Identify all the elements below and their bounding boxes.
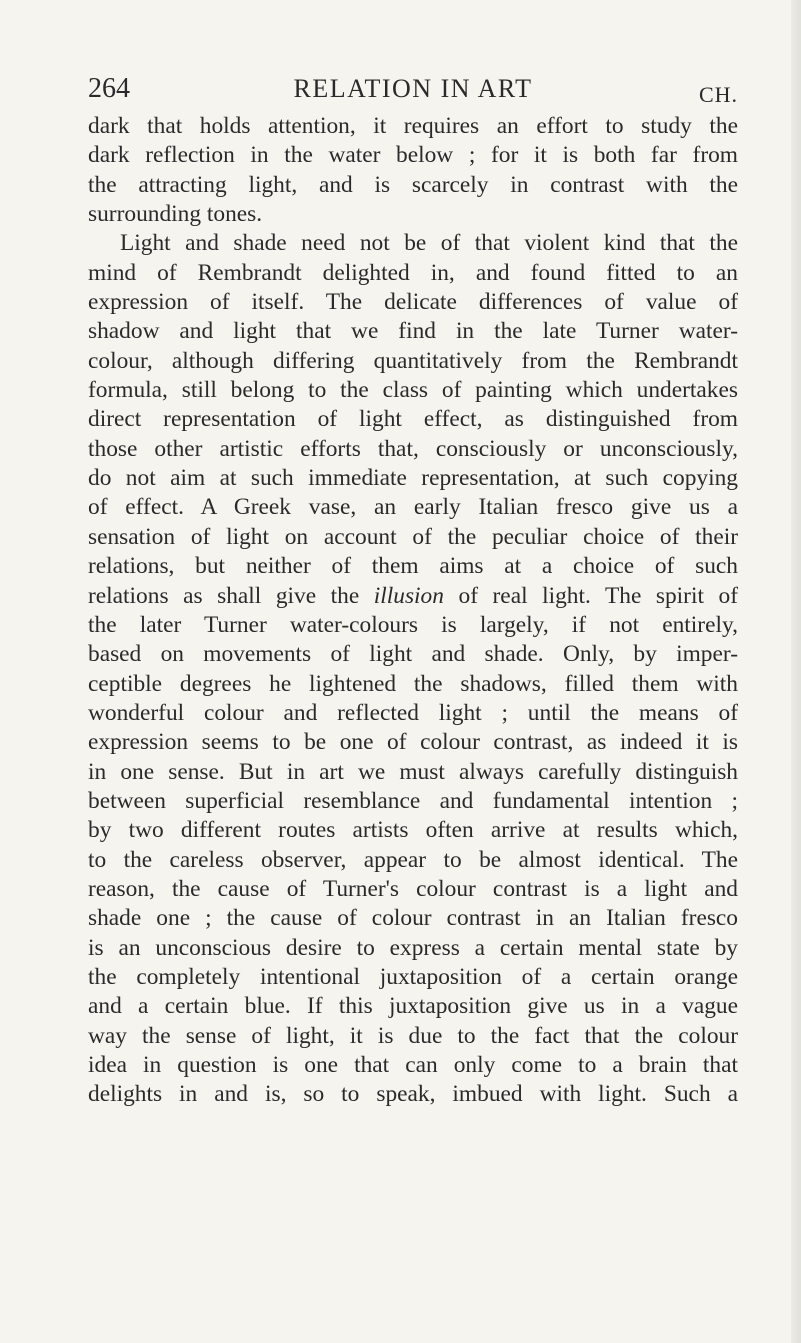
text-line: delights in and is, so to speak, imbued with light. Such a (88, 1081, 738, 1108)
text-line: the attracting light, and is scarcely in contrast with the (88, 171, 738, 198)
text-line: shade one ; the cause of colour contrast in an Italian fresco (88, 905, 738, 932)
text-line: of effect. A Greek vase, an early Italian fresco give us a (88, 494, 738, 521)
text-line: between superficial resemblance and fundamental intention ; (88, 787, 738, 814)
text-line-with-italic (88, 582, 738, 611)
text-line: in one sense. But in art we must always carefully distinguish (88, 758, 738, 785)
text-line: the completely intentional juxtaposition of a certain orange (88, 963, 738, 990)
text-line: do not aim at such immediate representation, at such copying (88, 465, 738, 492)
text-line: and a certain blue. If this juxtaposition give us in a vague (88, 993, 738, 1020)
text-line: formula, still belong to the class of painting which undertakes (88, 377, 738, 404)
text-line: expression seems to be one of colour contrast, as indeed it is (88, 729, 738, 756)
text-line: by two different routes artists often arrive at results which, (88, 817, 738, 844)
text-line: colour, although differing quantitatively from the Rembrandt (88, 347, 738, 374)
running-title: RELATION IN ART (293, 74, 533, 103)
text-run: of real light. The spirit of (443, 582, 738, 609)
page-header (88, 72, 738, 106)
text-line: mind of Rembrandt delighted in, and found fitted to an (88, 259, 738, 286)
text-line: dark that holds attention, it requires an effort to study the (88, 113, 738, 139)
chapter-mark: CH. (698, 82, 738, 107)
text-line: reason, the cause of Turner's colour contrast is a light and (88, 875, 738, 902)
text-line: dark reflection in the water below ; for it is both far from (88, 142, 738, 169)
text-line: surrounding tones. (88, 201, 263, 228)
text-line: wonderful colour and reflected light ; until the means of (88, 699, 738, 726)
text-line: sensation of light on account of the peculiar choice of their (88, 523, 738, 550)
text-line: relations, but neither of them aims at a choice of such (88, 553, 738, 580)
page-number: 264 (88, 73, 130, 104)
text-line: way the sense of light, it is due to the fact that the colour (88, 1022, 738, 1049)
text-line: to the careless observer, appear to be almost identical. The (88, 846, 738, 873)
text-line: shadow and light that we find in the late Turner water- (88, 318, 738, 345)
text-line: those other artistic efforts that, consciously or unconsciously, (88, 435, 738, 462)
italic-word: illusion (373, 582, 444, 609)
text-line: Light and shade need not be of that violent kind that the (120, 230, 738, 257)
text-line: is an unconscious desire to express a certain mental state by (88, 934, 738, 961)
body-text (88, 112, 738, 1110)
text-line: idea in question is one that can only come to a brain that (88, 1052, 738, 1078)
text-line: the later Turner water-colours is largely, if not entirely, (88, 611, 738, 638)
text-run: relations as shall give the (88, 582, 374, 609)
text-line: direct representation of light effect, as distinguished from (88, 406, 738, 433)
text-line: expression of itself. The delicate differences of value of (88, 289, 738, 316)
text-line: ceptible degrees he lightened the shadows, filled them with (88, 670, 738, 697)
page-edge (791, 0, 801, 1343)
text-line: based on movements of light and shade. Only, by imper- (88, 641, 738, 668)
